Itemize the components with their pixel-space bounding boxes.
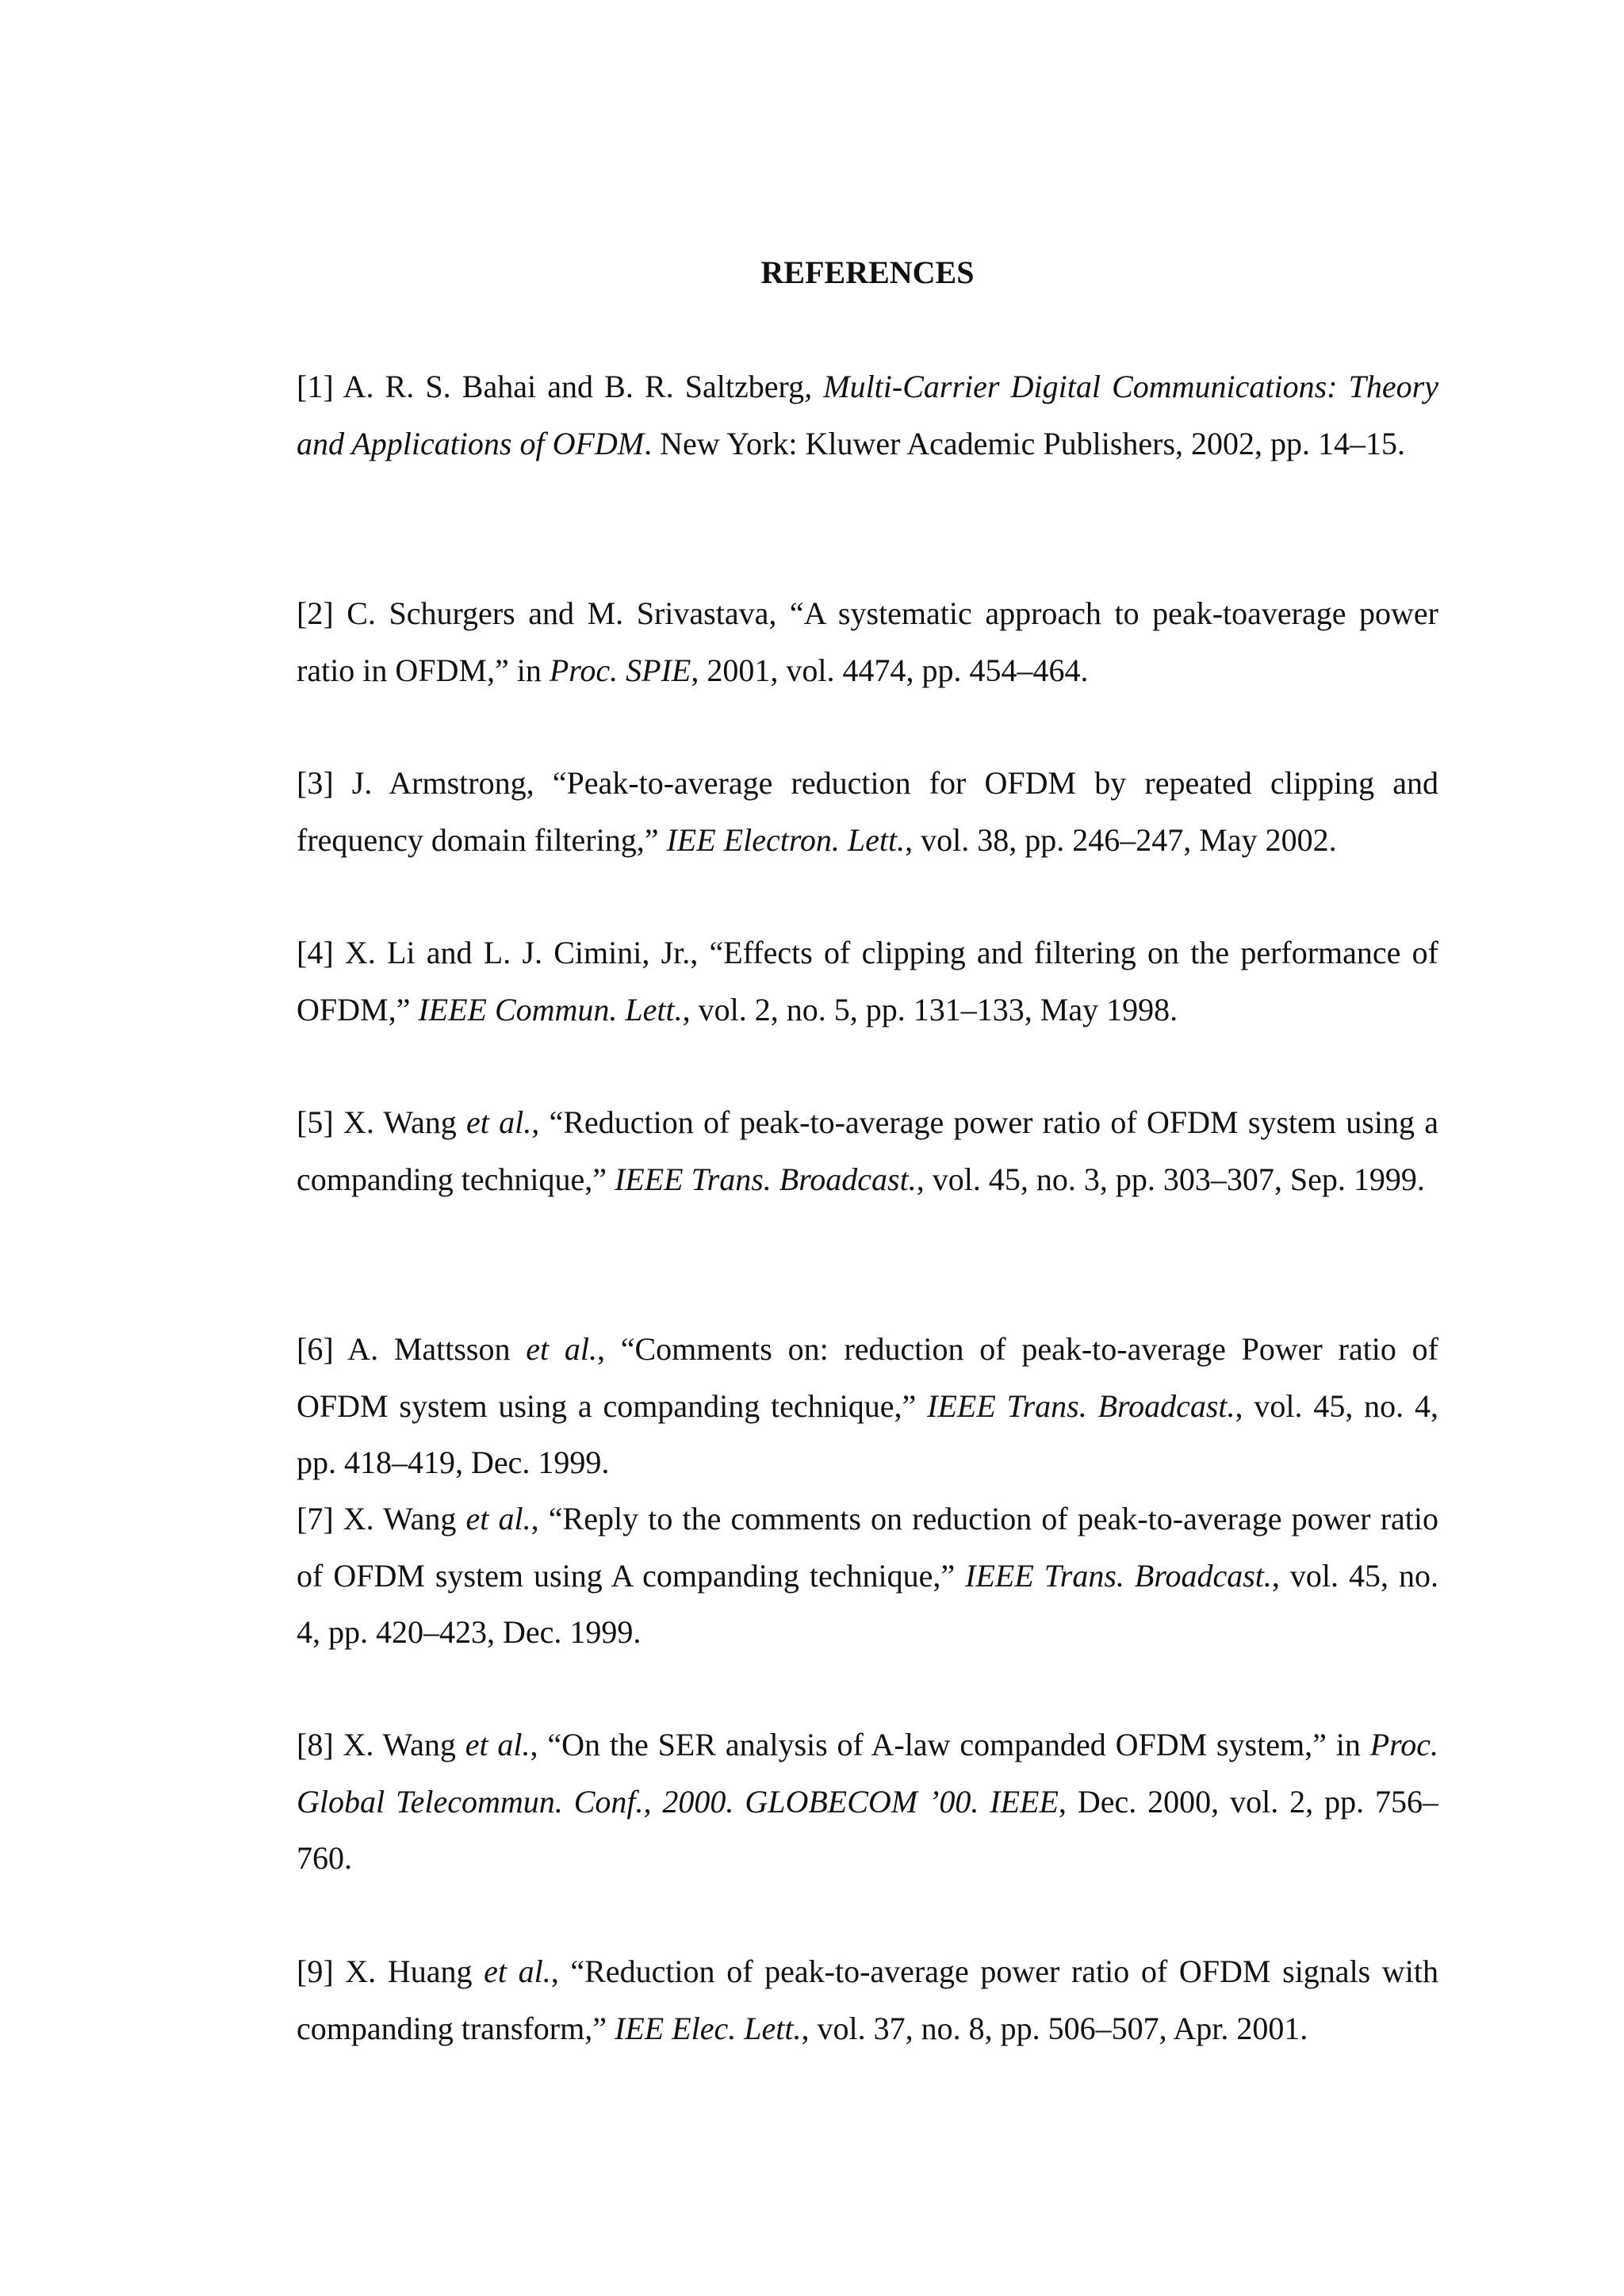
- reference-number: [6]: [297, 1331, 334, 1367]
- reference-venue-italic: Proc. SPIE: [549, 652, 691, 688]
- reference-text: X. Wang: [333, 1727, 465, 1762]
- reference-venue-italic: IEEE Commun. Lett.: [418, 991, 683, 1027]
- reference-text: , vol. 2, no. 5, pp. 131–133, May 1998.: [682, 991, 1178, 1027]
- reference-entry-1: [297, 358, 1438, 472]
- reference-et-al-italic: et al.: [526, 1331, 597, 1367]
- reference-entry-6: [297, 1321, 1438, 1491]
- reference-entry-7: [297, 1490, 1438, 1661]
- reference-text: , “Comments on: reduction of peak-to-average Power ratio of OFDM system using a companding technique,”: [297, 1331, 1438, 1424]
- reference-entry-4: [297, 924, 1438, 1038]
- reference-venue-italic: IEEE Trans. Broadcast.: [965, 1557, 1272, 1594]
- reference-venue-italic: Proc. Global Telecommun. Conf., 2000. GLOBECOM ’00. IEEE: [297, 1727, 1439, 1820]
- reference-entry-8: [297, 1716, 1438, 1887]
- reference-text: C. Schurgers and M. Srivastava, “A systematic approach to peak-toaverage power ratio in OFDM,” in: [297, 595, 1438, 688]
- reference-text: , vol. 45, no. 4, pp. 420–423, Dec. 1999.: [297, 1557, 1438, 1650]
- reference-text: , “On the SER analysis of A-law companded OFDM system,” in: [530, 1727, 1370, 1762]
- reference-number: [1]: [297, 369, 334, 404]
- reference-text: , “Reply to the comments on reduction of peak-to-average power ratio of OFDM system using A companding technique,”: [297, 1501, 1438, 1594]
- reference-number: [7]: [297, 1501, 334, 1536]
- reference-text: , 2001, vol. 4474, pp. 454–464.: [691, 652, 1089, 688]
- reference-number: [9]: [297, 1954, 334, 1989]
- reference-text: X. Wang: [333, 1104, 466, 1140]
- reference-number: [4]: [297, 935, 334, 970]
- reference-text: , vol. 37, no. 8, pp. 506–507, Apr. 2001.: [801, 2010, 1308, 2046]
- reference-text: , vol. 38, pp. 246–247, May 2002.: [905, 821, 1337, 858]
- reference-text: X. Li and L. J. Cimini, Jr., “Effects of clipping and filtering on the performance of OFDM,”: [297, 935, 1438, 1027]
- reference-entry-2: [297, 585, 1438, 698]
- reference-text: . New York: Kluwer Academic Publishers, 2002, pp. 14–15.: [644, 425, 1406, 461]
- reference-number: [2]: [297, 595, 334, 631]
- reference-et-al-italic: et al.: [466, 1104, 532, 1140]
- reference-et-al-italic: et al.: [465, 1501, 531, 1536]
- reference-text: , “Reduction of peak-to-average power ratio of OFDM signals with companding transform,”: [297, 1954, 1439, 2046]
- reference-et-al-italic: et al.: [465, 1727, 530, 1762]
- reference-number: [8]: [297, 1727, 334, 1762]
- reference-text: J. Armstrong, “Peak-to-average reduction for OFDM by repeated clipping and frequency domain filtering,”: [297, 765, 1438, 858]
- reference-venue-italic: IEE Elec. Lett.: [615, 2010, 802, 2046]
- reference-text: X. Wang: [333, 1501, 466, 1536]
- reference-text: , “Reduction of peak-to-average power ratio of OFDM system using a companding technique,”: [297, 1104, 1439, 1197]
- reference-entry-5: [297, 1094, 1438, 1207]
- reference-text: , vol. 45, no. 4, pp. 418–419, Dec. 1999.: [297, 1387, 1438, 1480]
- reference-venue-italic: IEEE Trans. Broadcast.: [614, 1161, 917, 1197]
- reference-text: A. R. S. Bahai and B. R. Saltzberg: [333, 369, 805, 404]
- reference-text: X. Huang: [333, 1954, 485, 1989]
- references-heading: REFERENCES: [760, 254, 975, 290]
- reference-entry-3: [297, 755, 1438, 868]
- reference-text: , vol. 45, no. 3, pp. 303–307, Sep. 1999.: [916, 1161, 1425, 1197]
- reference-entry-9: [297, 1943, 1438, 2057]
- reference-number: [5]: [297, 1104, 334, 1140]
- reference-venue-italic: IEE Electron. Lett.: [666, 821, 906, 858]
- reference-text: , Dec. 2000, vol. 2, pp. 756–760.: [297, 1783, 1439, 1876]
- reference-et-al-italic: et al.: [484, 1954, 551, 1989]
- reference-venue-italic: IEEE Trans. Broadcast.: [927, 1387, 1235, 1424]
- reference-number: [3]: [297, 765, 334, 801]
- reference-text: A. Mattsson: [333, 1331, 527, 1367]
- reference-title-italic: , Multi-Carrier Digital Communications: Theory and Applications of OFDM: [297, 369, 1438, 461]
